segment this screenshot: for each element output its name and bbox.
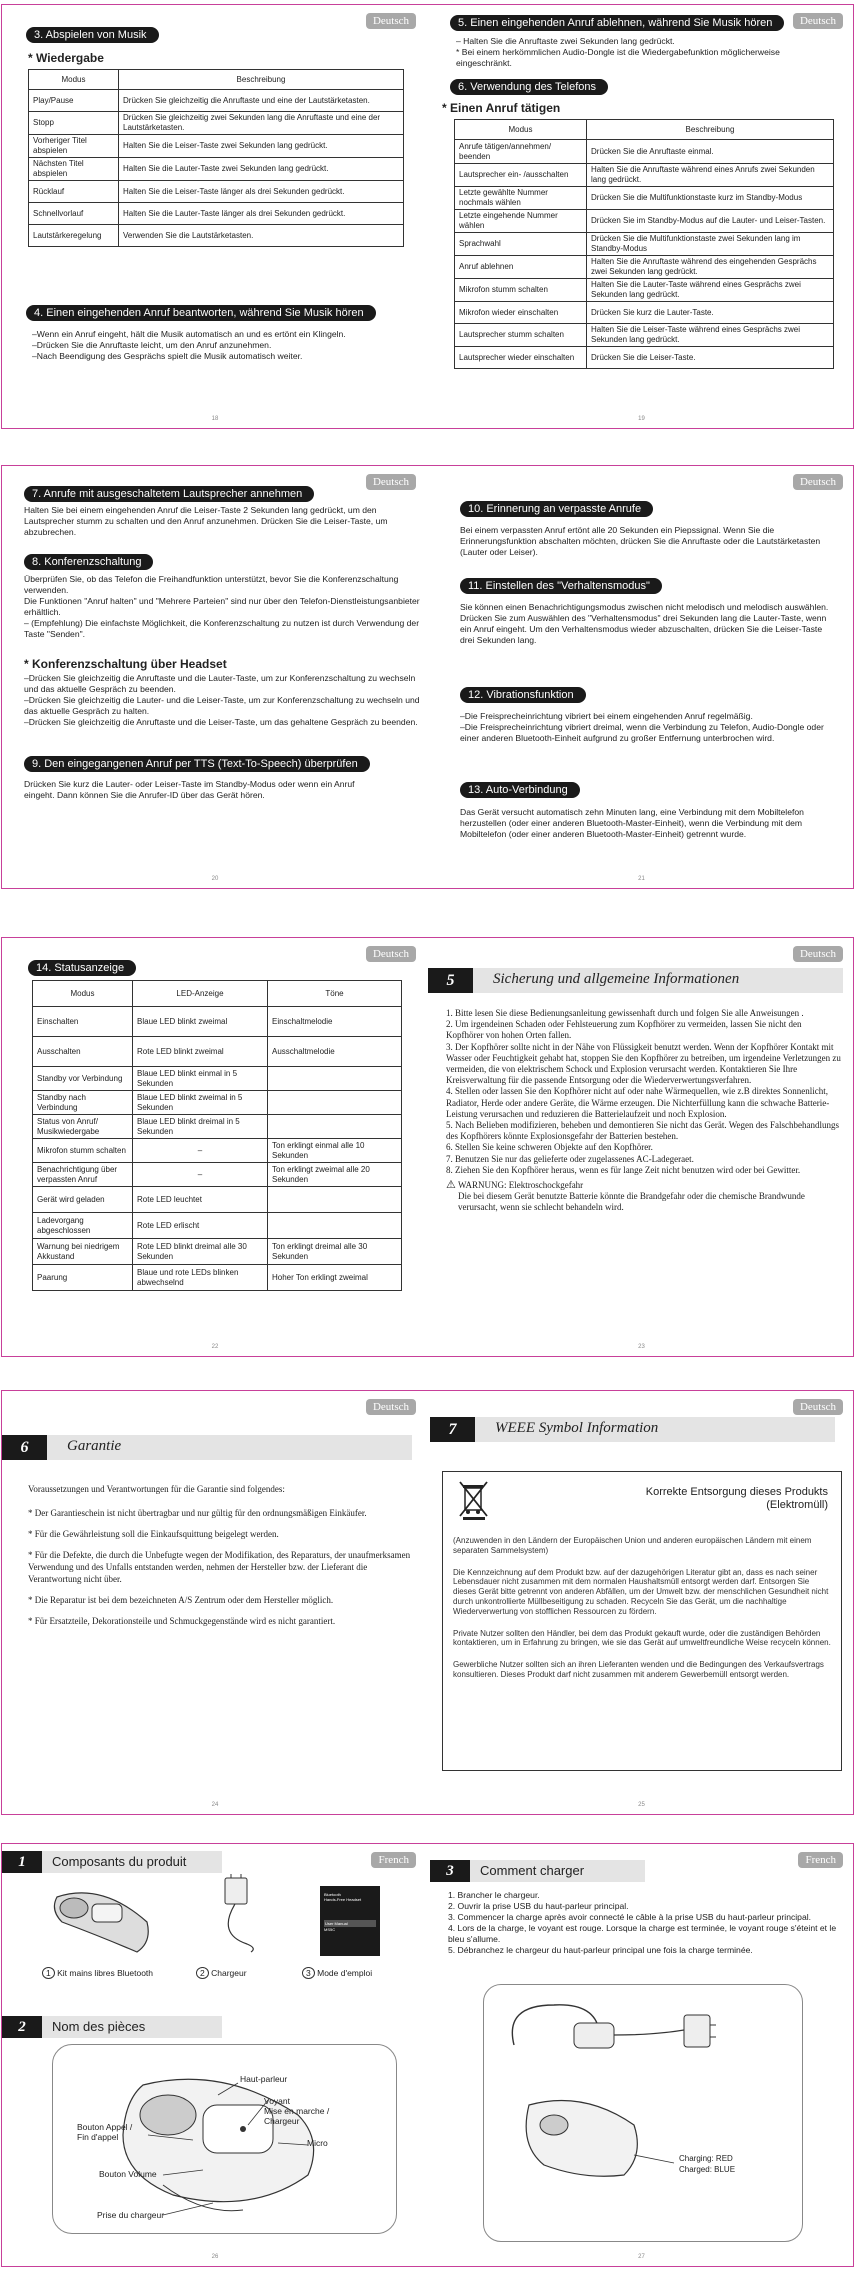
page-27 [428,1844,855,2266]
section-banner [2,2016,222,2038]
page-number: 24 [211,1802,219,1808]
page-20 [2,466,428,888]
table-cell [268,1213,402,1239]
list-item: * Für die Defekte, die durch die Unbefugte wegen der Modifikation, des Reparaturs, der unaufmerksamen Verwendung und des Unfalls entstanden werden, nehmen der Hersteller bzw. der Lieferant die Verantwortung nicht über. [28,1550,411,1584]
table-cell: Rote LED erlischt [133,1213,268,1239]
safety-list [446,1008,841,1214]
table-cell: Halten Sie die Anruftaste während des eingehenden Gesprächs zwei Sekunden lang gedrückt. [587,256,834,279]
table-cell: Stopp [29,112,119,135]
list-item: – Drücken Sie gleichzeitig die Lauter- und die Leiser-Taste, um zur Konferenzschaltung zu wechseln und das aktuelle Gespräch zu halten. [24,695,422,717]
table-cell: Halten Sie die Anruftaste während eines Anrufs zwei Sekunden lang gedrückt. [587,164,834,187]
section-title: WEEE Symbol Information [495,1420,659,1436]
table-cell: Verwenden Sie die Lautstärketasten. [119,225,404,247]
subheading: * Konferenzschaltung über Headset [24,657,227,671]
section-heading: 10. Erinnerung an verpasste Anrufe [460,501,653,517]
section-heading: 8. Konferenzschaltung [24,554,153,570]
table-cell: Ton erklingt einmal alle 10 Sekunden [268,1139,402,1163]
table-cell: Standby nach Verbindung [33,1091,133,1115]
list-item: 1. Brancher le chargeur. [448,1890,540,1900]
language-badge: Deutsch [366,1399,416,1415]
table-cell: Letzte gewählte Nummer nochmals wählen [455,187,587,210]
table-header: Modus [455,120,587,140]
table-cell: Mikrofon wieder einschalten [455,302,587,324]
table-cell: Einschaltmelodie [268,1007,402,1037]
table-cell: Ladevorgang abgeschlossen [33,1213,133,1239]
manual-line: Hands-Free Headset [324,1897,362,1902]
table-cell [268,1115,402,1139]
page-19 [428,5,855,428]
table-cell: Drücken Sie die Anruftaste einmal. [587,140,834,164]
subheading: * Wiedergabe [28,51,104,65]
table-header: Modus [29,70,119,90]
section-number: 7 [430,1417,475,1442]
table-cell: Lautsprecher ein- /ausschalten [455,164,587,187]
table-cell: Blaue LED blinkt zweimal in 5 Sekunden [133,1091,268,1115]
charger-image [207,1874,267,1954]
table-cell: Drücken Sie die Leiser-Taste. [587,347,834,369]
table-cell: Drücken Sie die Multifunktionstaste kurz im Standby-Modus [587,187,834,210]
section-number: 5 [428,968,473,993]
table-cell [268,1067,402,1091]
section-banner [428,968,843,993]
section-heading: 13. Auto-Verbindung [460,782,580,798]
table-header: Beschreibung [587,120,834,140]
table-cell: Drücken Sie die Multifunktionstaste zwei Sekunden lang im Standby-Modus [587,233,834,256]
table-cell: Lautsprecher stumm schalten [455,324,587,347]
paragraph: – Halten Sie die Anruftaste zwei Sekunden lang gedrückt. [456,36,675,46]
language-badge: Deutsch [366,946,416,962]
page-18 [2,5,428,428]
table-cell: – [133,1139,268,1163]
table-cell: Rote LED leuchtet [133,1187,268,1213]
language-badge: Deutsch [793,474,843,490]
table-cell: Halten Sie die Lauter-Taste während eines Gesprächs zwei Sekunden lang gedrückt. [587,279,834,302]
section-banner [2,1435,412,1460]
sheet-5 [1,1843,854,2267]
vibration-list [460,711,830,744]
music-table [28,69,404,247]
headset-list [24,673,422,728]
paragraph: Drücken Sie kurz die Lauter- oder Leiser-Taste im Standby-Modus oder wenn ein Anruf eingeht. Dann können Sie die Anrufer-ID über das Gerät hören. [24,779,355,800]
part-label-indicator: Voyant Mise en marche / Chargeur [264,2096,330,2126]
list-item: 4. Stellen oder lassen Sie den Kopfhörer nicht auf oder nahe Wärmequellen, wie z.B direktes Sonnenlicht, Radiator, Herde oder andere Geräte, die Wärme erzeugen. Die Nichterfüllung kann die schwache Batterie-Leistung verursachen und reduzieren die Batterielaufzeit und noch Explosion. [446,1086,830,1119]
table-cell: Letzte eingehende Nummer wählen [455,210,587,233]
charging-illustration [484,1985,804,2243]
language-badge: French [798,1852,843,1868]
page-number: 22 [211,1344,219,1350]
table-cell: – [133,1163,268,1187]
list-item: – Drücken Sie gleichzeitig die Anruftaste und die Lauter-Taste, um zur Konferenzschaltung zu wechseln und das aktuelle Gespräch zu beenden. [24,673,422,695]
table-cell: Drücken Sie kurz die Lauter-Taste. [587,302,834,324]
paragraph: Gewerbliche Nutzer sollten sich an ihren Lieferanten wenden und die Bedingungen des Verkaufsvertrags konsultieren. Dieses Produkt darf nicht zusammen mit anderem Gewerbemüll entsorgt werden. [453,1660,824,1679]
page-21 [428,466,855,888]
language-badge: Deutsch [366,13,416,29]
table-cell: Ton erklingt zweimal alle 20 Sekunden [268,1163,402,1187]
charged-label: Charged: BLUE [679,2165,736,2174]
section-heading: 5. Einen eingehenden Anruf ablehnen, während Sie Musik hören [450,15,784,31]
charging-label: Charging: RED [679,2154,733,2163]
section-heading: 6. Verwendung des Telefons [450,79,608,95]
part-label-call-button: Bouton Appel / Fin d'appel [77,2122,133,2142]
manual-image [320,1886,380,1956]
part-label-speaker: Haut-parleur [240,2074,288,2084]
language-badge: Deutsch [366,474,416,490]
section-heading: 3. Abspielen von Musik [26,27,159,43]
paragraph: Die Kennzeichnung auf dem Produkt bzw. auf der dazugehörigen Literatur gibt an, dass es nach seiner Lebensdauer nicht zusammen mit dem normalen Haushaltsmüll entsorgt werden darf. Entsorgen Sie dieses Gerät bitte getrennt von anderen Abfällen, um der Umwelt bzw. der menschlichen Gesundheit nicht durch unkontrollierte Müllbeseitigung zu schaden. Recyceln Sie das Gerät, um die nachhaltige Wiederverwertung von stofflichen Ressourcen zu fördern. [453,1567,829,1616]
table-cell: Schnellvorlauf [29,203,119,225]
list-item: 5. Nach Belieben modifizieren, beheben und demontieren Sie nicht das Gerät. Wegen des Falschbehandlungs des Kopfhörers könnte Explosionsgefahr der Batterien bestehen. [446,1120,839,1142]
paragraph: Die Funktionen "Anruf halten" und "Mehrere Parteien" sind nur über den Telefon-Dienstleistungsanbieter erhältlich. [24,596,420,617]
list-item: 4. Lors de la charge, le voyant est rouge. Lorsque la charge est terminée, le voyant rouge s'éteint et le bleu s'allume. [448,1923,837,1944]
list-item: 3. Commencer la charge après avoir connecté le câble à la prise USB du haut-parleur principal. [448,1912,812,1922]
list-item: – Die Freisprecheinrichtung vibriert bei einem eingehenden Anruf regelmäßig. [460,711,830,722]
table-cell: Halten Sie die Lauter-Taste länger als drei Sekunden gedrückt. [119,203,404,225]
warning-text: Die bei diesem Gerät benutzte Batterie könnte die Brandgefahr oder die chemische Brandwunde verursacht, wenn sie schlecht behandeln wird. [458,1191,805,1213]
component-name: Kit mains libres Bluetooth [57,1968,154,1978]
table-cell: Blaue LED blinkt dreimal in 5 Sekunden [133,1115,268,1139]
list-item: – Nach Beendigung des Gesprächs spielt die Musik automatisch weiter. [32,351,412,362]
table-cell: Nächsten Titel abspielen [29,158,119,181]
list-item: * Für Ersatzteile, Dekorationsteile und Schmuckgegenstände wird es nicht garantiert. [28,1616,336,1626]
section-title: Nom des pièces [52,2019,146,2034]
table-cell: Anrufe tätigen/annehmen/ beenden [455,140,587,164]
page-number: 18 [211,416,219,422]
table-cell: Halten Sie die Leiser-Taste während eines Gesprächs zwei Sekunden lang gedrückt. [587,324,834,347]
manual-line: MS5C [324,1927,336,1932]
paragraph: Überprüfen Sie, ob das Telefon die Freihandfunktion unterstützt, bevor Sie die Konferenzschaltung verwenden. [24,574,399,595]
list-item: 2. Ouvrir la prise USB du haut-parleur principal. [448,1901,629,1911]
table-cell: Rote LED blinkt zweimal [133,1037,268,1067]
table-cell: Einschalten [33,1007,133,1037]
section-title: Comment charger [480,1863,585,1878]
table-cell: Gerät wird geladen [33,1187,133,1213]
table-cell: Vorheriger Titel abspielen [29,135,119,158]
table-cell: Mikrofon stumm schalten [33,1139,133,1163]
section-title: Sicherung und allgemeine Informationen [493,971,740,987]
page-number: 25 [638,1802,645,1808]
table-cell: Ausschaltmelodie [268,1037,402,1067]
table-cell: Lautsprecher wieder einschalten [455,347,587,369]
list-item: * Für die Gewährleistung soll die Einkaufsquittung beigelegt werden. [28,1529,279,1539]
table-cell: Ausschalten [33,1037,133,1067]
table-cell: Benachrichtigung über verpassten Anruf [33,1163,133,1187]
component-label: 2 Chargeur [196,1968,247,1978]
crossed-bin-icon [457,1480,491,1520]
list-item: – Drücken Sie die Anruftaste leicht, um den Anruf anzunehmen. [32,340,412,351]
list-item: – Drücken Sie gleichzeitig die Anruftaste und die Leiser-Taste, um das gehaltene Gespräch zu beenden. [24,717,422,728]
warranty-text [28,1483,413,1627]
table-header: Modus [33,981,133,1007]
language-badge: Deutsch [793,946,843,962]
list-item: 2. Um irgendeinen Schaden oder Fehlsteuerung zum Kopfhörer zu vermeiden, lassen Sie nicht den Kopfhörer von hohen Orten fallen. [446,1019,802,1041]
paragraph: (Anzuwenden in den Ländern der Europäischen Union und anderen europäischen Ländern mit einem separaten Sammelsystem) [453,1536,812,1555]
component-label: 3 Mode d'emploi [302,1968,372,1978]
paragraph: Bei einem verpassten Anruf ertönt alle 20 Sekunden ein Piepssignal. Wenn Sie die Erinnerungsfunktion abschalten möchten, drücken Sie die Anruftaste oder die Lautstärketasten (Lauter oder Leiser). [460,525,821,557]
table-cell: Standby vor Verbindung [33,1067,133,1091]
language-badge: Deutsch [793,1399,843,1415]
manual-line: User Manual [324,1920,376,1927]
status-table [32,980,402,1291]
charging-diagram [483,1984,803,2242]
table-cell: Blaue LED blinkt zweimal [133,1007,268,1037]
list-item: * Die Reparatur ist bei dem bezeichneten A/S Zentrum oder dem Hersteller möglich. [28,1595,334,1605]
part-label-volume: Bouton Volume [99,2169,157,2179]
page-25 [428,1391,855,1814]
table-cell: Paarung [33,1265,133,1291]
table-cell: Anruf ablehnen [455,256,587,279]
table-cell: Halten Sie die Leiser-Taste zwei Sekunden lang gedrückt. [119,135,404,158]
table-cell: Mikrofon stumm schalten [455,279,587,302]
table-cell: Drücken Sie gleichzeitig zwei Sekunden lang die Anruftaste und eine der Lautstärketasten. [119,112,404,135]
list-item: * Der Garantieschein ist nicht übertragbar und nur gültig für den ordnungsmäßigen Einkäufer. [28,1508,367,1518]
table-cell: Warnung bei niedrigem Akkustand [33,1239,133,1265]
charging-status [679,2153,735,2175]
page-26 [2,1844,428,2266]
page-number: 27 [638,2254,645,2260]
warning-title: WARNUNG: Elektroschockgefahr [457,1180,584,1191]
section-number: 2 [2,2016,42,2038]
page-22 [2,938,428,1356]
paragraph: Das Gerät versucht automatisch zehn Minuten lang, eine Verbindung mit dem Mobiltelefon herzustellen (oder einer anderen Bluetooth-Master-Einheit), wenn die Verbindung mit dem Mobiltelefon (oder einer anderen Bluetooth-Master-Einheit) getrennt wurde. [460,807,804,839]
page-number: 26 [211,2254,219,2260]
table-cell: Drücken Sie im Standby-Modus auf die Lauter- und Leiser-Tasten. [587,210,834,233]
paragraph: Voraussetzungen und Verantwortungen für die Garantie sind folgendes: [28,1484,285,1494]
section-heading: 7. Anrufe mit ausgeschaltetem Lautsprecher annehmen [24,486,314,502]
section-heading: 14. Statusanzeige [28,960,136,976]
paragraph: – (Empfehlung) Die einfachste Möglichkeit, die Konferenzschaltung zu nutzen ist durch Verwendung der Taste "Senden". [24,618,420,639]
page-number: 19 [638,416,645,422]
page-number: 23 [638,1344,645,1350]
table-cell [268,1091,402,1115]
list-item: – Wenn ein Anruf eingeht, hält die Musik automatisch an und es ertönt ein Klingeln. [32,329,412,340]
table-header: LED-Anzeige [133,981,268,1007]
table-cell: Halten Sie die Leiser-Taste länger als drei Sekunden gedrückt. [119,181,404,203]
table-cell: Drücken Sie gleichzeitig die Anruftaste und eine der Lautstärketasten. [119,90,404,112]
table-cell: Lautstärkeregelung [29,225,119,247]
manual-line: Bluetooth [324,1892,341,1897]
page-24 [2,1391,428,1814]
table-cell: Play/Pause [29,90,119,112]
section-banner [2,1851,222,1873]
section-title: Garantie [67,1438,122,1454]
list-item: 8. Ziehen Sie den Kopfhörer heraus, wenn es für lange Zeit nicht benutzen wird oder bei Gewitter. [446,1164,801,1175]
page-number: 20 [211,876,219,882]
paragraph: Halten Sie bei einem eingehenden Anruf die Leiser-Taste 2 Sekunden lang gedrückt, um den Lautsprecher stumm zu schalten und den Anruf anzunehmen. Drücken Sie die Leiser-Taste, um abzubrechen. [24,505,388,537]
list-item: 3. Der Kopfhörer sollte nicht in der Nähe von Flüssigkeit benutzt werden. Wenn der Kopfhörer Kontakt mit Wasser oder Feuchtigkeit gehabt hat, stoppen Sie den Kopfhörer zu betreiben, um irgendeine Verletzungen zu vermeiden, die von elektrischem Schock und Explosion verursacht werden. Kontaktieren Sie Ihre Kreisverwaltung für die passende Entsorgung oder die Wiederverwertungsverfahren. [446,1041,841,1086]
section-banner [430,1417,835,1442]
section-heading: 12. Vibrationsfunktion [460,687,586,703]
sheet-2 [1,465,854,889]
weee-box [442,1471,842,1771]
table-cell: Blaue LED blinkt einmal in 5 Sekunden [133,1067,268,1091]
sheet-1 [1,4,854,429]
language-badge: French [371,1852,416,1868]
table-header: Töne [268,981,402,1007]
section-heading: 9. Den eingegangenen Anruf per TTS (Text-To-Speech) überprüfen [24,756,370,772]
paragraph: Private Nutzer sollten den Händler, bei dem das Produkt gekauft wurde, oder die zuständigen Behörden kontaktieren, um in Erfahrung zu bringen, wie sie das Gerät auf umweltfreundliche Weise recyceln können. [453,1628,831,1648]
section-heading: 4. Einen eingehenden Anruf beantworten, während Sie Musik hören [26,305,376,321]
page-23 [428,938,855,1356]
section-title: Composants du produit [52,1854,187,1869]
section-number: 1 [2,1851,42,1873]
charging-steps [448,1890,848,1956]
subheading: * Einen Anruf tätigen [442,101,561,115]
paragraph: * Bei einem herkömmlichen Audio-Dongle ist die Wiedergabefunktion möglicherweise eingeschränkt. [456,47,780,68]
warning-icon: ⚠ [446,1179,456,1192]
sheet-3 [1,937,854,1357]
table-cell [268,1187,402,1213]
table-cell: Hoher Ton erklingt zweimal [268,1265,402,1291]
list-item: 7. Benutzen Sie nur das gelieferte oder zugelassenes AC-Ladegeraet. [446,1153,694,1164]
sheet-4 [1,1390,854,1815]
box-title: Korrekte Entsorgung dieses Produkts (Elektromüll) [645,1486,828,1511]
component-name: Chargeur [211,1968,247,1978]
table-cell: Rote LED blinkt dreimal alle 30 Sekunden [133,1239,268,1265]
list-item: – Die Freisprecheinrichtung vibriert dreimal, wenn die Verbindung zu Telefon, Audio-Dongle oder einer anderen Bluetooth-Einheit aufgrund zu großer Entfernung unterbrochen wird. [460,722,830,744]
table-cell: Status von Anruf/ Musikwiedergabe [33,1115,133,1139]
list-item: 6. Stellen Sie keine schweren Objekte auf den Kopfhörer. [446,1142,653,1153]
section-heading: 11. Einstellen des "Verhaltensmodus" [460,578,662,594]
language-badge: Deutsch [793,13,843,29]
answer-call-list [32,329,412,362]
table-cell: Ton erklingt dreimal alle 30 Sekunden [268,1239,402,1265]
table-cell: Rücklauf [29,181,119,203]
part-label-mic: Micro [307,2138,328,2148]
table-cell: Blaue und rote LEDs blinken abwechselnd [133,1265,268,1291]
section-number: 6 [2,1435,47,1460]
part-label-charging-port: Prise du chargeur [97,2210,165,2220]
section-number: 3 [430,1860,470,1882]
component-name: Mode d'emploi [317,1968,373,1978]
component-label: 1 Kit mains libres Bluetooth [42,1968,153,1978]
list-item: 1. Bitte lesen Sie diese Bedienungsanleitung gewissenhaft durch und folgen Sie alle Anweisungen . [446,1008,804,1018]
list-item: 5. Débranchez le chargeur du haut-parleur principal une fois la charge terminée. [448,1945,753,1955]
paragraph: Sie können einen Benachrichtigungsmodus zwischen nicht melodisch und melodisch auswählen. Drücken Sie zum Auswählen des "Verhaltensmodus" drei Sekunden lang die Lauter-Taste, wenn ein Anruf eingeht. Um den Verhaltensmodus wieder abzuschalten, drücken Sie die Leiser-Taste drei Sekunden lang. [460,602,829,645]
page-number: 21 [638,876,645,882]
table-header: Beschreibung [119,70,404,90]
phone-table [454,119,834,369]
table-cell: Sprachwahl [455,233,587,256]
table-cell: Halten Sie die Lauter-Taste zwei Sekunden lang gedrückt. [119,158,404,181]
section-banner [430,1860,645,1882]
headset-image [42,1882,162,1962]
